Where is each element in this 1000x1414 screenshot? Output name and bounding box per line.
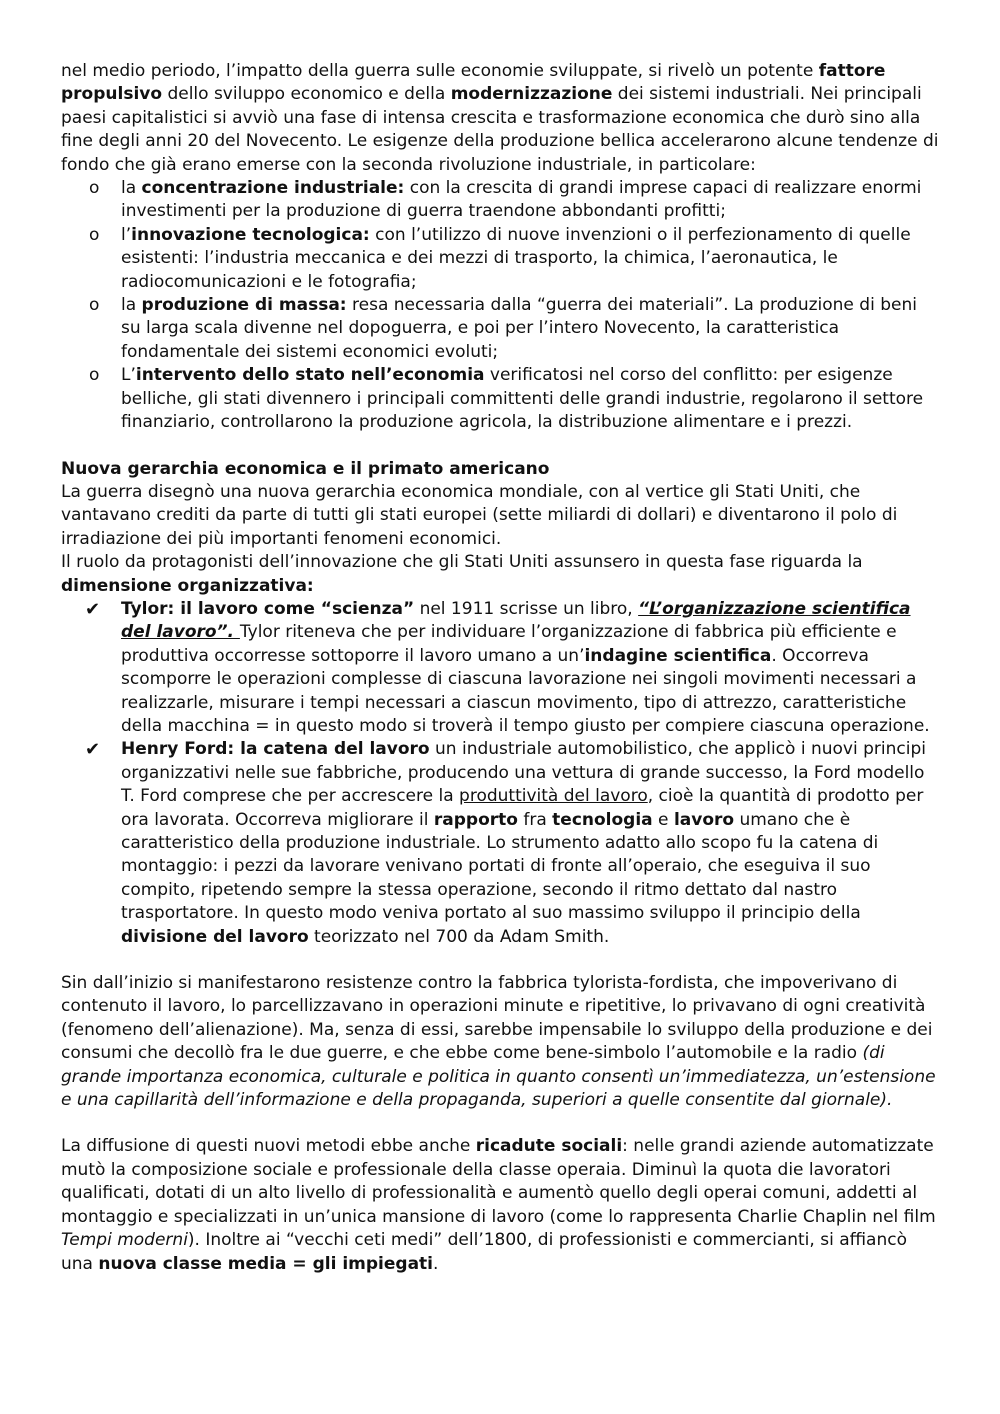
text-run: la (121, 178, 142, 199)
text-run: , cioè la quantità di prodotto per ora lavorata. Occorreva migliorare il (121, 786, 924, 830)
text-run: nel medio periodo, l’impatto della guerra sulle economie sviluppate, si rivelò un potente (61, 61, 819, 81)
italic-text: (di grande importanza economica, culturale e politica in quanto consentì un’immediatezza, un’estensione e una capillarità dell’informazione e della propaganda, superiori a quelle consentite dal giornale). (61, 1043, 936, 1111)
paragraph: La guerra disegnò una nuova gerarchia economica mondiale, con al vertice gli Stati Uniti, che vantavano crediti da parte di tutti gli stati europei (sette miliardi di dollari) e diventarono il polo di irradiazione dei più importanti fenomeni economici. (61, 481, 898, 549)
text-run: l’ (121, 224, 132, 245)
bold-text: Tylor: il lavoro come “scienza” (121, 598, 415, 619)
paragraph (61, 551, 941, 598)
text-run: L’ (121, 365, 136, 386)
bold-text: dimensione organizzativa: (61, 575, 314, 596)
bold-text: intervento dello stato nell’economia (135, 365, 485, 386)
text-run: . Occorreva scomporre le operazioni complesse di ciascuna lavorazione nei singoli movimenti necessari a realizzarle, misurare i tempi necessari a ciascun movimento, tipo di attrezzo, caratteristiche della macchina = in questo modo si troverà il tempo giusto per compiere ciascuna operazione. (121, 645, 930, 736)
checkmark-icon: ✔ (85, 739, 101, 761)
checkmark-icon: ✔ (85, 598, 101, 620)
bold-text: Henry Ford: la catena del lavoro (121, 739, 430, 760)
bold-text: modernizzazione (450, 84, 613, 105)
bold-text: produzione di massa: (141, 295, 347, 316)
bold-text: nuova classe media = gli impiegati (98, 1253, 433, 1274)
circle-bullet-icon: o (89, 224, 100, 245)
italic-text: Tempi moderni (61, 1230, 188, 1251)
bold-text: rapporto (433, 809, 518, 830)
text-run: : nelle grandi aziende automatizzate mutò la composizione sociale e professionale della classe operaia. Diminuì la quota die lavoratori qualificati, dotati di un alto livello di professionalità e aumentò quello degli operai comuni, addetti al montaggio e specializzati in un’unica mansione di lavoro (come lo rappresenta Charlie Chaplin nel film (61, 1136, 936, 1227)
paragraph-gap (61, 949, 941, 972)
section-heading: Nuova gerarchia economica e il primato americano (61, 458, 550, 479)
circle-bullet-icon: o (89, 295, 100, 316)
bold-text: tecnologia (552, 809, 653, 830)
paragraph (61, 972, 941, 1112)
paragraph-gap (61, 435, 941, 458)
list-item (61, 224, 941, 294)
text-run: Tylor riteneva che per individuare l’organizzazione di fabbrica più efficiente e produttiva occorresse sottoporre il lavoro umano a un’ (121, 622, 897, 666)
list-item-ford (61, 738, 941, 949)
intro-paragraph (61, 60, 941, 177)
list-item (61, 294, 941, 364)
text-run: Il ruolo da protagonisti dell’innovazione che gli Stati Uniti assunsero in questa fase riguarda la (61, 552, 863, 573)
text-run: nel 1911 scrisse un libro, (414, 598, 639, 619)
bold-text: divisione del lavoro (121, 926, 309, 947)
text-run: un industriale automobilistico, che applicò i nuovi principi organizzativi nelle sue fabbriche, producendo una vettura di grande successo, la Ford modello T. Ford comprese che per accrescere la (121, 739, 926, 807)
text-run: ). Inoltre ai “vecchi ceti medi” dell’1800, di professionisti e commercianti, si affiancò una (61, 1230, 907, 1274)
bold-text: lavoro (673, 809, 735, 830)
underlined-text: produttività del lavoro (459, 786, 648, 807)
text-run: con la crescita di grandi imprese capaci di realizzare enormi investimenti per la produzione di guerra traendone abbondanti profitti; (121, 178, 922, 222)
document-body (61, 60, 941, 1276)
list-item (61, 364, 941, 434)
text-run: dello sviluppo economico e della (162, 84, 451, 105)
circle-bullet-icon: o (89, 365, 100, 386)
text-run: e (652, 809, 674, 830)
text-run: dei sistemi industriali. Nei principali paesi capitalistici si avviò una fase di intensa crescita e trasformazione economica che durò sino alla fine degli anni 20 del Novecento. Le esigenze della produzione bellica accelerarono alcune tendenze di fondo che già erano emerse con la seconda rivoluzione industriale, in particolare: (61, 84, 939, 175)
bullet-list (61, 177, 941, 434)
text-run: umano che è caratteristico della produzione industriale. Lo strumento adatto allo scopo fu la catena di montaggio: i pezzi da lavorare venivano portati di fronte all’operaio, che eseguiva il suo compito, ripetendo sempre la stessa operazione, secondo il ritmo dettato dal nastro trasportatore. In questo modo veniva portato al suo massimo sviluppo il principio della (121, 809, 879, 924)
text-run: verificatosi nel corso del conflitto: per esigenze belliche, gli stati divennero i principali committenti delle grandi industrie, regolarono il settore finanziario, controllarono la produzione agricola, la distribuzione alimentare e i prezzi. (121, 365, 924, 433)
list-item (61, 177, 941, 224)
text-run: con l’utilizzo di nuove invenzioni o il perfezionamento di quelle esistenti: l’industria meccanica e dei mezzi di trasporto, la chimica, l’aeronautica, le radiocomunicazioni e le fotografia; (121, 224, 911, 292)
bold-text: ricadute sociali (475, 1136, 623, 1157)
text-run: fra (517, 809, 553, 830)
bold-text: indagine scientifica (584, 645, 772, 666)
text-run: Sin dall’inizio si manifestarono resistenze contro la fabbrica tylorista-fordista, che impoverivano di contenuto il lavoro, lo parcellizzavano in operazioni minute e ripetitive, lo privavano di ogni creatività (fenomeno dell’alienazione). Ma, senza di essi, sarebbe impensabile lo sviluppo della produzione e dei consumi che decollò fra le due guerre, e che ebbe come bene-simbolo l’automobile e la radio (61, 973, 933, 1064)
list-item-tylor (61, 598, 941, 738)
book-title: “L’organizzazione scientifica del lavoro”. (121, 598, 911, 643)
text-run: teorizzato nel 700 da Adam Smith. (308, 926, 610, 947)
checkmark-list (61, 598, 941, 949)
text-run: La diffusione di questi nuovi metodi ebbe anche (61, 1136, 476, 1157)
bold-text: fattore propulsivo (61, 61, 886, 105)
circle-bullet-icon: o (89, 178, 100, 199)
bold-text: concentrazione industriale: (141, 178, 405, 199)
bold-text: innovazione tecnologica: (131, 224, 370, 245)
paragraph (61, 1135, 941, 1275)
text-run: resa necessaria dalla “guerra dei materiali”. La produzione di beni su larga scala divenne nel dopoguerra, e poi per l’intero Novecento, la caratteristica fondamentale dei sistemi economici evoluti; (121, 295, 917, 362)
text-run: . (433, 1253, 439, 1274)
text-run: la (121, 295, 142, 316)
paragraph-gap (61, 1112, 941, 1135)
